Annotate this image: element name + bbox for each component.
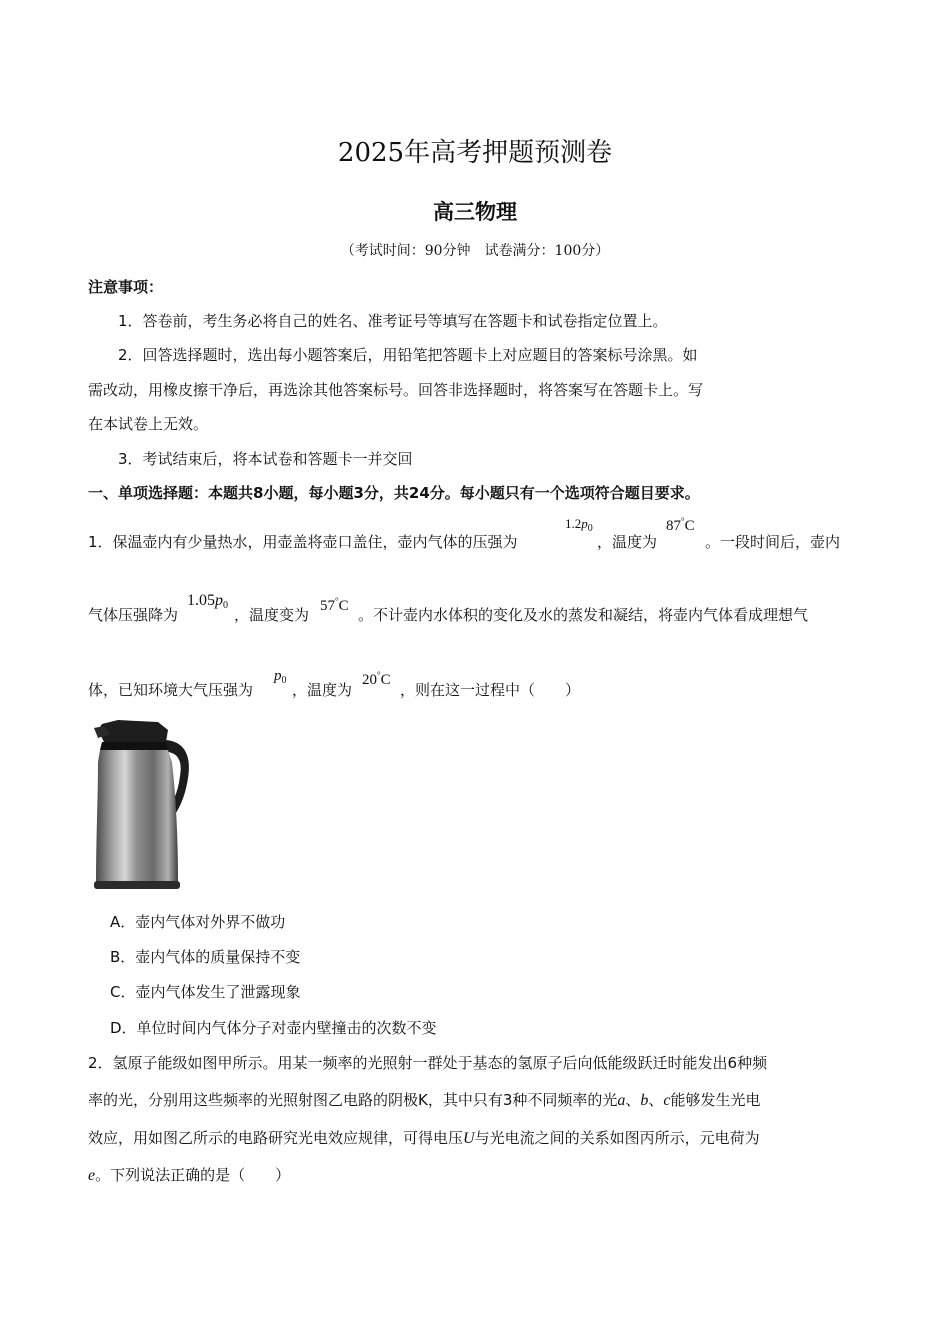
var-U: U bbox=[463, 1130, 475, 1147]
q1-line-1-a: 1．保温壶内有少量热水，用壶盖将壶口盖住，壶内气体的压强为 bbox=[88, 533, 518, 551]
section-1-heading: 一、单项选择题：本题共8小题，每小题3分，共24分。每小题只有一个选项符合题目要求。 bbox=[88, 484, 700, 502]
q1-line-2-b: ，温度变为 bbox=[234, 606, 310, 624]
q1-line-1-b: ，温度为 bbox=[597, 533, 658, 551]
q1-line-2-a: 气体压强降为 bbox=[88, 606, 179, 624]
q1-line-3-a: 体，已知环境大气压强为 bbox=[88, 681, 254, 699]
q1-option-d: D．单位时间内气体分子对壶内壁撞击的次数不变 bbox=[110, 1019, 437, 1037]
q1-option-a: A．壶内气体对外界不做功 bbox=[110, 913, 286, 931]
exam-title: 2025年高考押题预测卷 bbox=[337, 138, 613, 168]
exam-subtitle: 高三物理 bbox=[433, 200, 517, 224]
notice-item-1: 1．答卷前，考生务必将自己的姓名、准考证号等填写在答题卡和试卷指定位置上。 bbox=[118, 312, 668, 330]
q1-option-c: C．壶内气体发生了泄露现象 bbox=[110, 983, 301, 1001]
thermos-flask-image bbox=[88, 718, 198, 893]
q2-line-2: 率的光，分别用这些频率的光照射图乙电路的阴极K，其中只有3种不同频率的光a、b、c能够发生光电 bbox=[88, 1091, 761, 1109]
q1-line-3-c: ，则在这一过程中（ ） bbox=[400, 681, 581, 699]
notice-item-3: 3．考试结束后，将本试卷和答题卡一并交回 bbox=[118, 450, 413, 468]
q2-line-1: 2．氢原子能级如图甲所示。用某一频率的光照射一群处于基态的氢原子后向低能级跃迁时能发出6种频 bbox=[88, 1054, 768, 1072]
exam-info: （考试时间：90分钟 试卷满分：100分） bbox=[340, 243, 610, 259]
q1-temperature-initial: 87°C bbox=[666, 516, 695, 534]
q1-pressure-ambient: $p_0$ bbox=[274, 668, 287, 686]
q1-pressure-final: $1.05p_0$ bbox=[187, 592, 228, 611]
q2-line-4: e。下列说法正确的是（ ） bbox=[88, 1166, 291, 1184]
q1-temperature-final: 57°C bbox=[320, 596, 349, 614]
notice-item-2-line-3: 在本试卷上无效。 bbox=[88, 415, 209, 433]
var-c: c bbox=[663, 1092, 671, 1109]
q1-pressure-initial: $1.2p_0$ bbox=[565, 516, 593, 534]
var-a: a bbox=[617, 1092, 626, 1109]
notice-heading: 注意事项： bbox=[88, 278, 164, 296]
q1-line-2-c: 。不计壶内水体积的变化及水的蒸发和凝结，将壶内气体看成理想气 bbox=[358, 606, 809, 624]
q1-option-b: B．壶内气体的质量保持不变 bbox=[110, 948, 301, 966]
notice-item-2-line-1: 2．回答选择题时，选出每小题答案后，用铅笔把答题卡上对应题目的答案标号涂黑。如 bbox=[118, 346, 698, 364]
notice-item-2-line-2: 需改动，用橡皮擦干净后，再选涂其他答案标号。回答非选择题时，将答案写在答题卡上。写 bbox=[88, 381, 704, 399]
q1-temperature-ambient: 20°C bbox=[362, 670, 391, 688]
var-e: e bbox=[88, 1167, 96, 1184]
var-b: b bbox=[640, 1092, 649, 1109]
q1-line-1-c: 。一段时间后，壶内 bbox=[705, 533, 841, 551]
q2-line-3: 效应，用如图乙所示的电路研究光电效应规律，可得电压U与光电流之间的关系如图丙所示，元电荷为 bbox=[88, 1129, 760, 1147]
q1-line-3-b: ，温度为 bbox=[292, 681, 353, 699]
